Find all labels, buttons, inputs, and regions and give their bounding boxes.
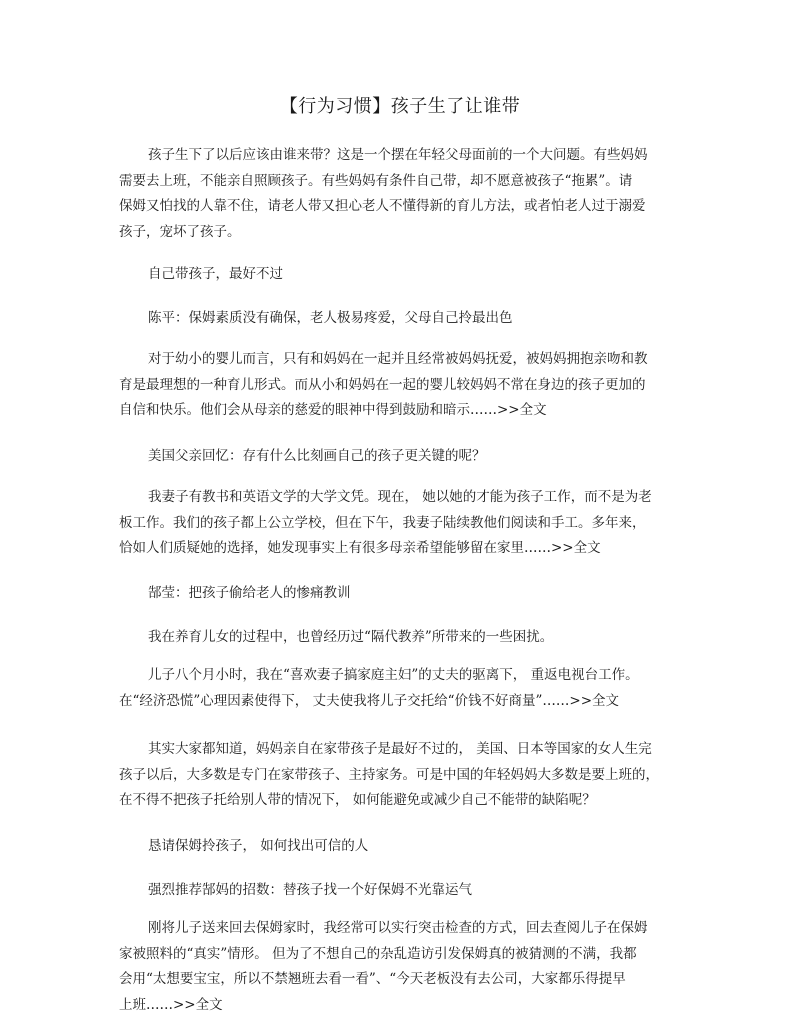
- paragraph-line: 在“经济恐慌”心理因素使得下， 丈夫使我将儿子交托给“价钱不好商量”……>>全文: [119, 692, 620, 709]
- body-paragraph: [119, 916, 691, 1018]
- paragraph-line: 家被照料的“真实”情形。 但为了不想自己的杂乱造访引发保姆真的被猜测的不满，我都: [119, 945, 637, 962]
- paragraph-line: 孩子生下了以后应该由谁来带？这是一个摆在年轻父母面前的一个大问题。有些妈妈: [148, 147, 648, 163]
- paragraph-line: 孩子以后，大多数是专门在家带孩子、主持家务。可是中国的年轻妈妈大多数是要上班的，: [119, 766, 659, 783]
- paragraph-line: 刚将儿子送来回去保姆家时，我经常可以实行突击检查的方式，回去查阅儿子在保姆: [148, 920, 648, 936]
- paragraph-line: 其实大家都知道，妈妈亲自在家带孩子是最好不过的， 美国、日本等国家的女人生完: [148, 741, 652, 757]
- paragraph-line: 孩子，宠坏了孩子。: [119, 223, 241, 240]
- document-title: 【行为习惯】孩子生了让谁带: [279, 96, 521, 117]
- paragraph-line: 对于幼小的婴儿而言，只有和妈妈在一起并且经常被妈妈抚爱，被妈妈拥抱亲吻和教: [148, 351, 648, 367]
- paragraph-line: 育是最理想的一种育儿形式。而从小和妈妈在一起的婴儿较妈妈不常在身边的孩子更加的: [119, 376, 646, 393]
- paragraph-line: 需要去上班，不能亲自照顾孩子。有些妈妈有条件自己带，却不愿意被孩子“拖累”。请: [119, 172, 633, 189]
- section-subheading: 美国父亲回忆：存有什么比刻画自己的孩子更关键的呢？: [148, 448, 486, 464]
- section-subheading: 强烈推荐郜妈的招数：替孩子找一个好保姆不光靠运气: [148, 882, 472, 898]
- section-heading: 自己带孩子，最好不过: [148, 266, 283, 282]
- section-subheading: 恳请保姆拎孩子， 如何找出可信的人: [148, 838, 369, 854]
- paragraph-line: 板工作。我们的孩子都上公立学校，但在下午，我妻子陆续教他们阅读和手工。多年来，: [119, 514, 646, 531]
- body-line: 我在养育儿女的过程中，也曾经历过“隔代教养”所带来的一些困扰。: [148, 629, 554, 645]
- section-subheading: 郜莹：把孩子偷给老人的惨痛教训: [148, 585, 351, 601]
- paragraph-line: 儿子八个月小时，我在“喜欢妻子搞家庭主妇”的丈夫的驱离下， 重返电视台工作。: [148, 667, 639, 683]
- paragraph-line: 我妻子有教书和英语文学的大学文凭。现在， 她以她的才能为孩子工作，而不是为老: [148, 489, 652, 505]
- body-paragraph: [119, 485, 691, 562]
- paragraph-line: 上班……>>全文: [119, 996, 223, 1013]
- body-paragraph: [119, 663, 691, 714]
- section-subheading: 陈平：保姆素质没有确保，老人极易疼爱，父母自己拎最出色: [148, 310, 513, 326]
- body-paragraph: [119, 347, 691, 424]
- paragraph-line: 在不得不把孩子托给别人带的情况下， 如何能避免或减少自己不能带的缺陷呢？: [119, 792, 596, 808]
- intro-paragraph: [119, 143, 691, 245]
- paragraph-line: 保姆又怕找的人靠不住，请老人带又担心老人不懂得新的育儿方法，或者怕老人过于溺爱: [119, 198, 646, 214]
- body-paragraph: [119, 737, 691, 814]
- paragraph-line: 恰如人们质疑她的选择，她发现事实上有很多母亲希望能够留在家里……>>全文: [119, 540, 601, 556]
- paragraph-line: 会用“太想要宝宝，所以不禁翘班去看一看”、“今天老板没有去公司，大家都乐得提早: [119, 971, 626, 987]
- paragraph-line: 自信和快乐。他们会从母亲的慈爱的眼神中得到鼓励和暗示……>>全文: [119, 402, 547, 418]
